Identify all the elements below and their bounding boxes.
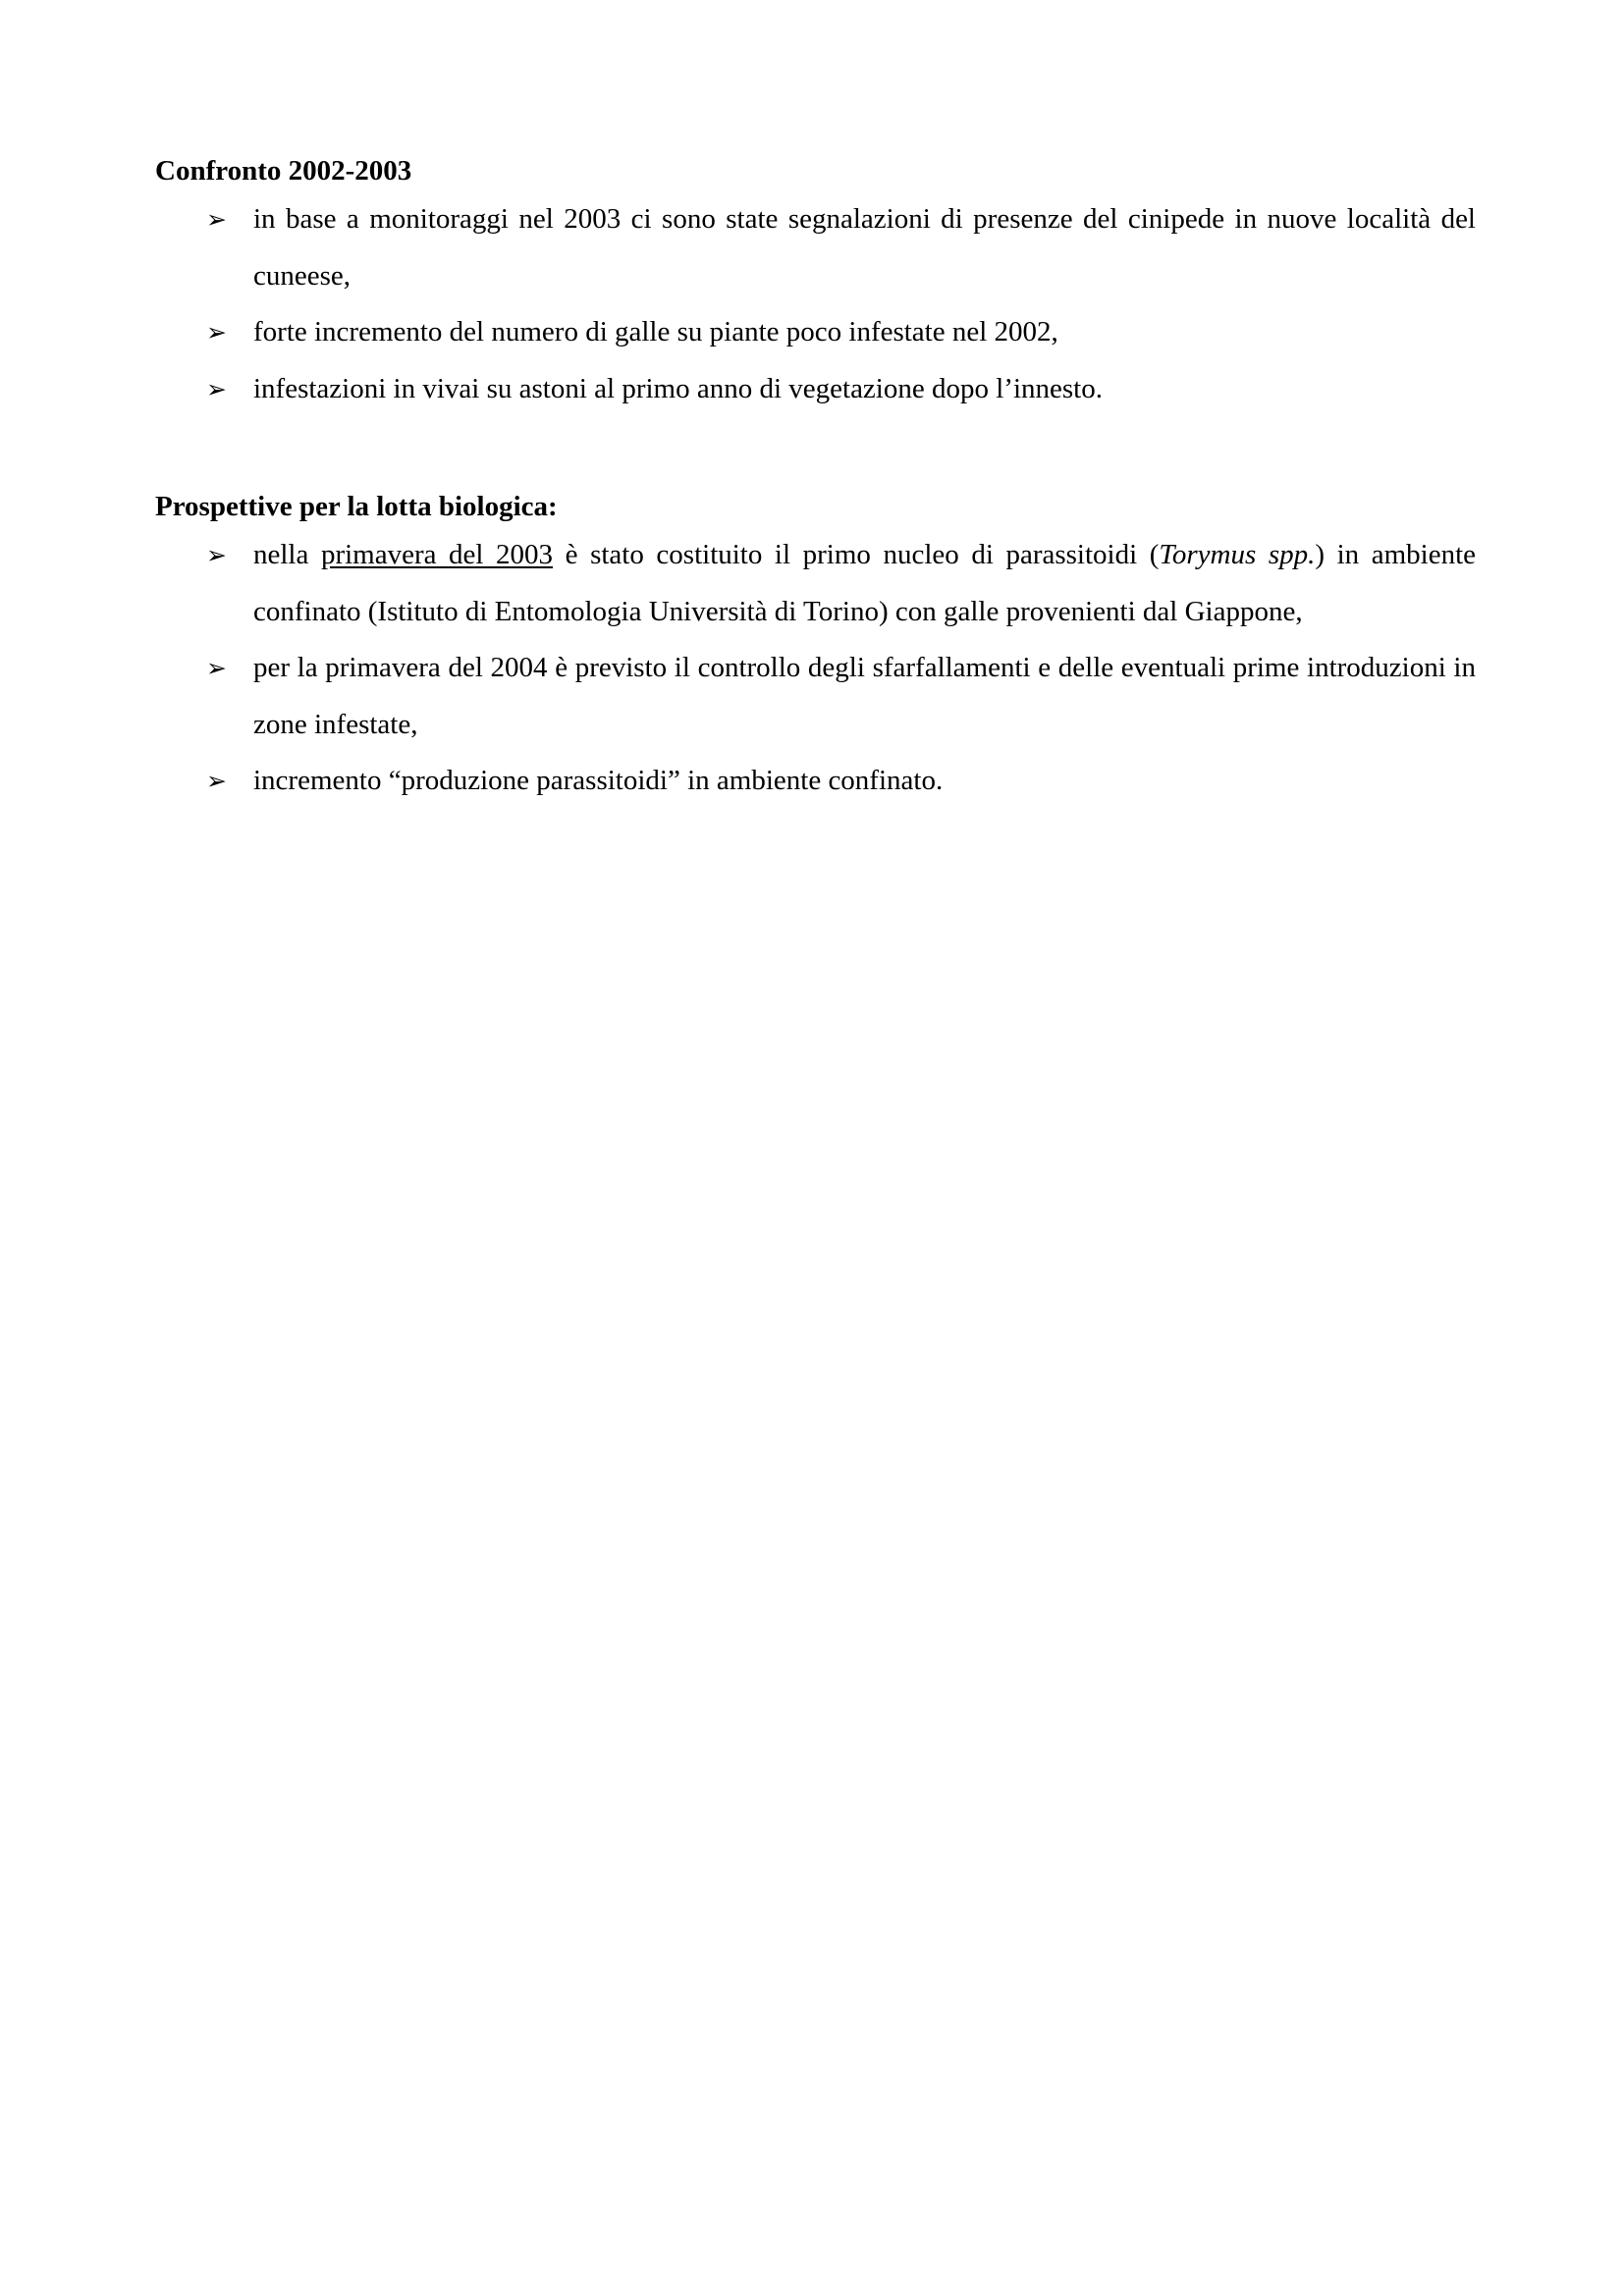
arrowhead-bullet-icon: ➢ <box>206 374 227 403</box>
italic-species-name: Torymus spp. <box>1159 539 1316 570</box>
section-confronto <box>155 152 1476 417</box>
section-heading: Confronto 2002-2003 <box>155 155 412 187</box>
list-item-text <box>253 539 1476 627</box>
arrowhead-bullet-icon: ➢ <box>206 767 227 795</box>
text-run: nella <box>253 539 321 570</box>
bullet-list <box>155 527 1476 810</box>
section-prospettive <box>155 488 1476 810</box>
list-item-text: in base a monitoraggi nel 2003 ci sono state segnalazioni di presenze del cinipede in nuove località del cuneese, <box>253 203 1476 292</box>
arrowhead-bullet-icon: ➢ <box>206 318 227 347</box>
bullet-list <box>155 191 1476 417</box>
list-item <box>155 361 1476 418</box>
arrowhead-bullet-icon: ➢ <box>206 654 227 682</box>
list-item <box>155 640 1476 753</box>
text-run: ) in ambiente confinato (Istituto di Entomologia Università di Torino) con galle provenienti dal Giappone, <box>253 539 1477 627</box>
list-item-text: per la primavera del 2004 è previsto il controllo degli sfarfallamenti e delle eventuali prime introduzioni in zone infestate, <box>253 652 1476 740</box>
section-heading: Prospettive per la lotta biologica: <box>155 491 558 522</box>
list-item <box>155 191 1476 304</box>
list-item-text: forte incremento del numero di galle su piante poco infestate nel 2002, <box>253 316 1058 347</box>
arrowhead-bullet-icon: ➢ <box>206 205 227 234</box>
underlined-text: primavera del 2003 <box>320 539 554 570</box>
list-item <box>155 527 1476 640</box>
list-item <box>155 304 1476 361</box>
arrowhead-bullet-icon: ➢ <box>206 541 227 569</box>
list-item <box>155 753 1476 810</box>
list-item-text: infestazioni in vivai su astoni al primo anno di vegetazione dopo l’innesto. <box>253 372 1103 404</box>
text-run: è stato costituito il primo nucleo di parassitoidi ( <box>553 539 1160 570</box>
list-item-text: incremento “produzione parassitoidi” in ambiente confinato. <box>253 765 944 796</box>
